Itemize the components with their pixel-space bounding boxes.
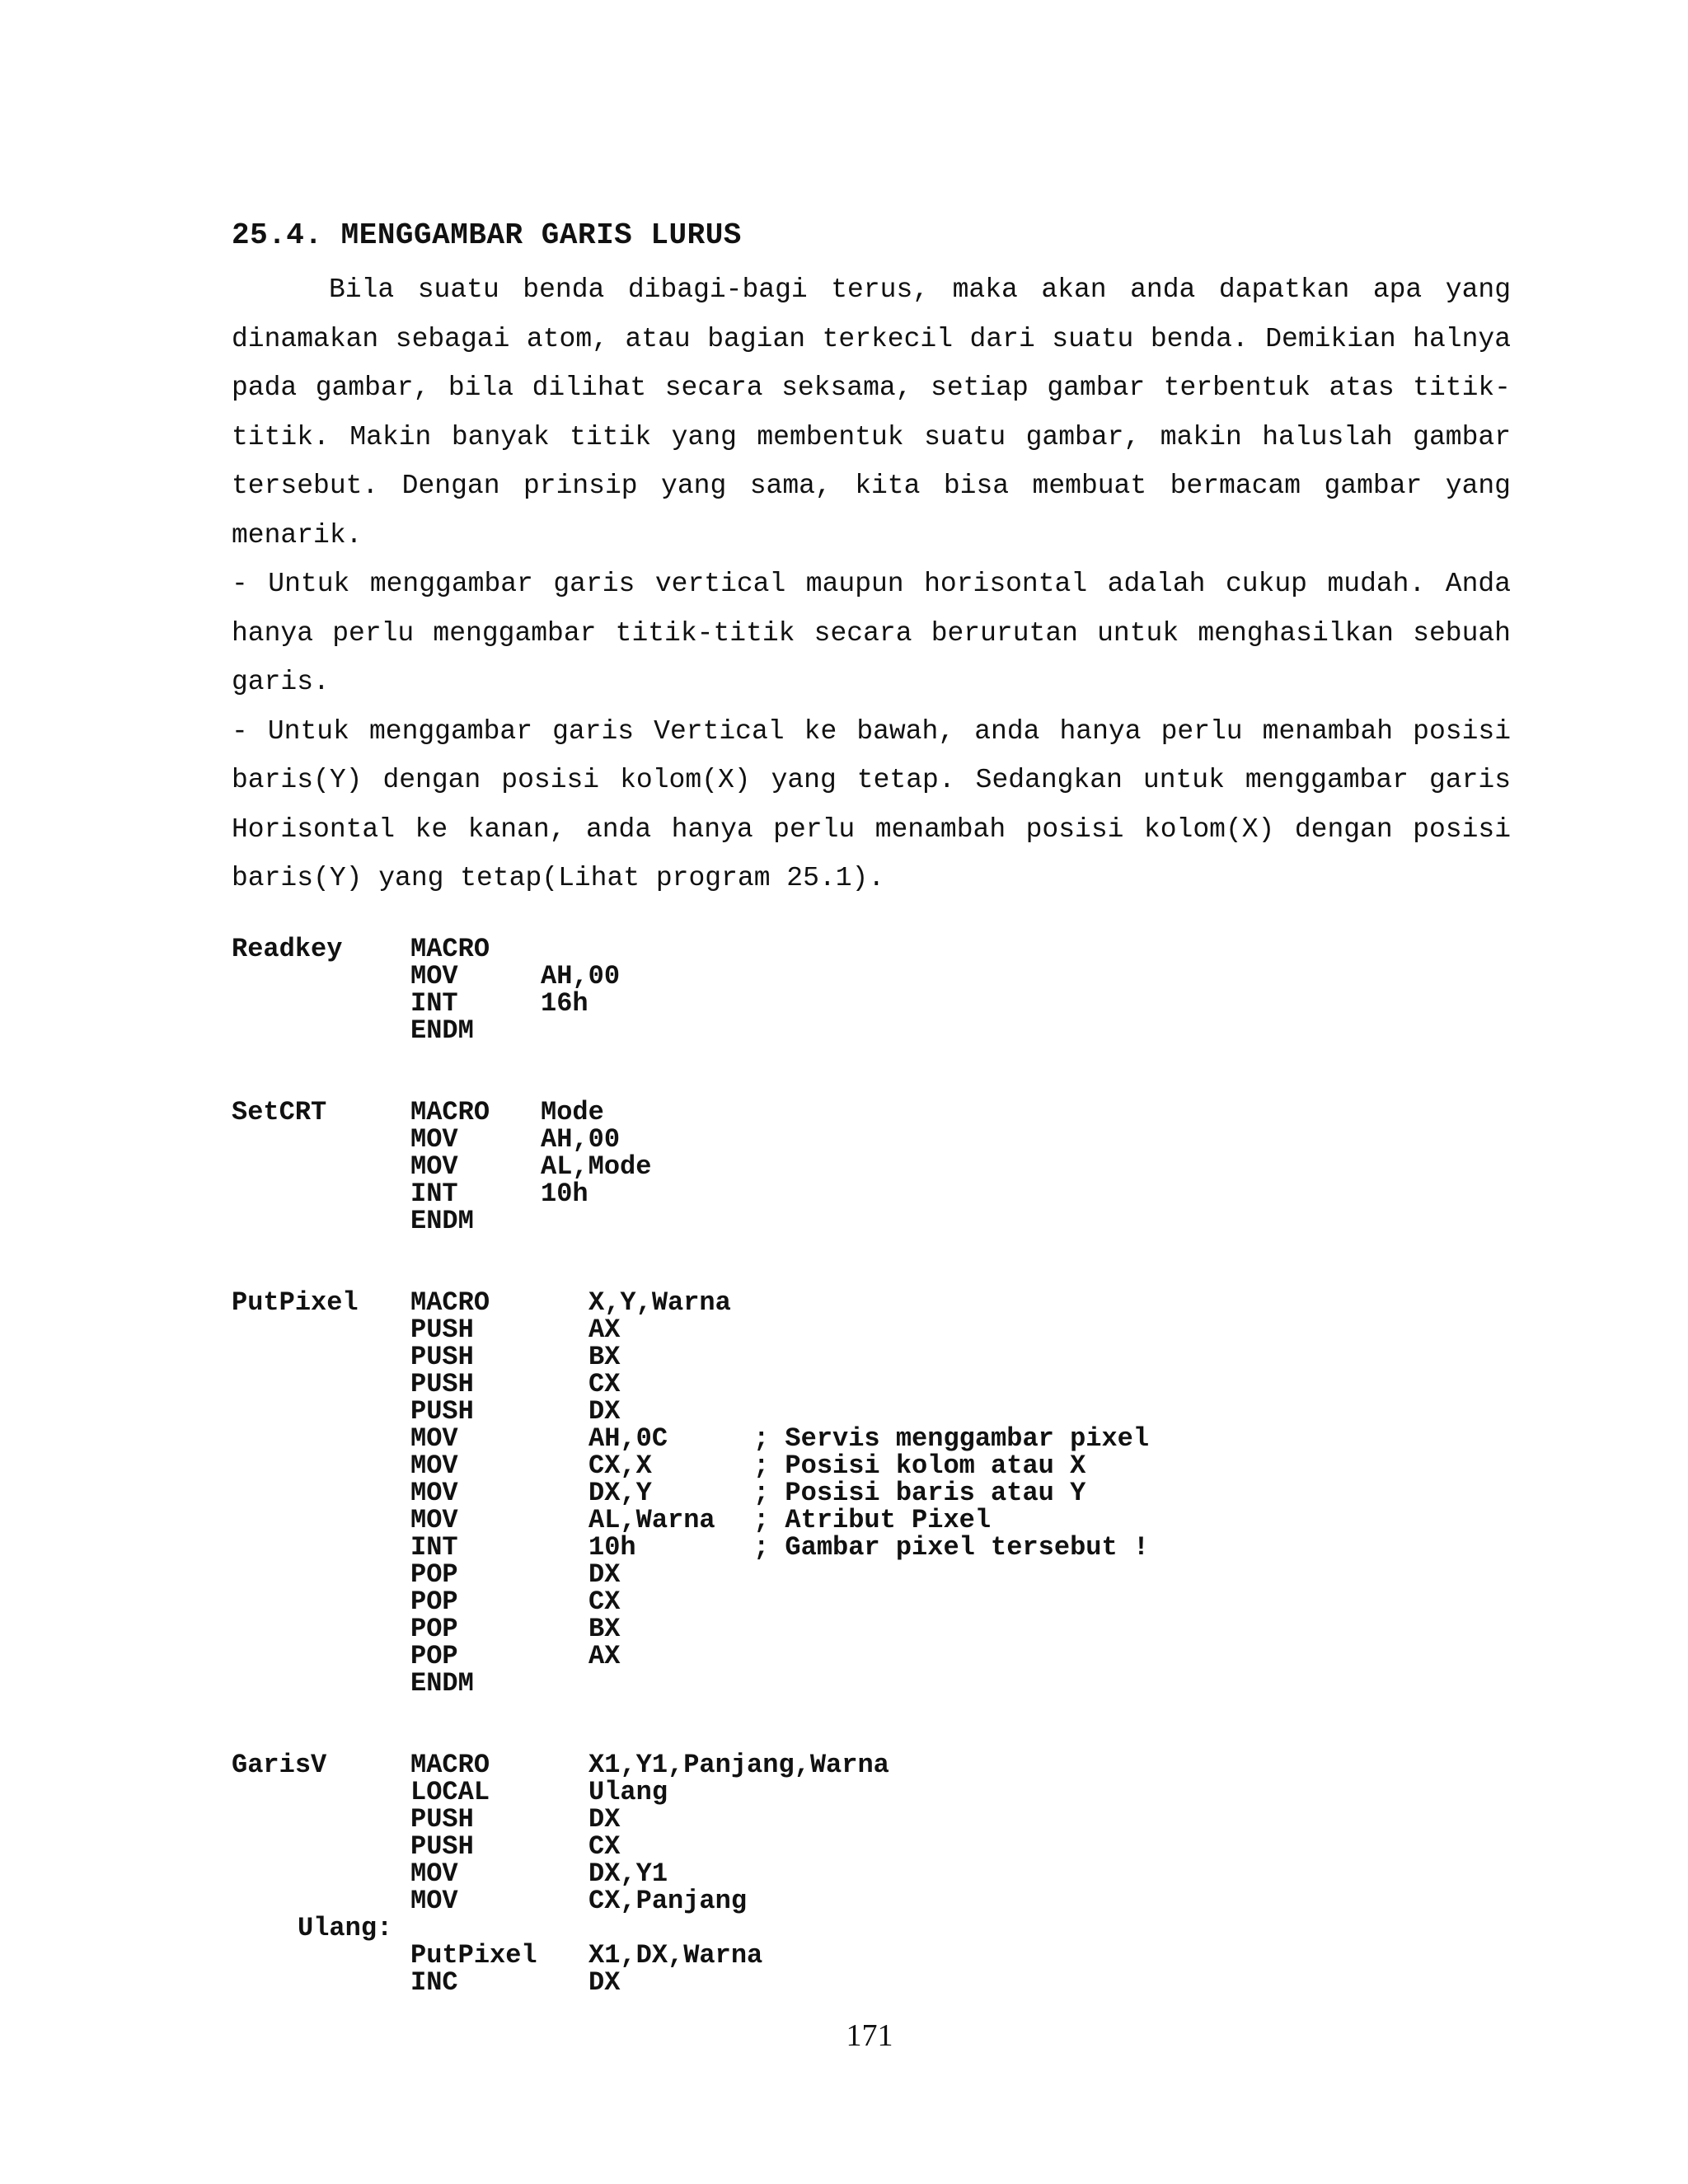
code-mnemonic: MOV <box>410 1423 458 1454</box>
code-comment: ; Atribut Pixel <box>753 1505 992 1535</box>
code-mnemonic: MOV <box>410 1451 458 1481</box>
code-mnemonic: PUSH <box>410 1831 474 1862</box>
code-comment: ; Posisi kolom atau X <box>753 1451 1086 1481</box>
code-label: Readkey <box>232 934 343 964</box>
code-mnemonic: PUSH <box>410 1315 474 1345</box>
code-label: SetCRT <box>232 1097 327 1127</box>
code-mnemonic: MOV <box>410 1151 458 1182</box>
code-mnemonic: POP <box>410 1559 458 1590</box>
code-mnemonic: MACRO <box>410 1287 490 1318</box>
code-mnemonic: MACRO <box>410 1750 490 1780</box>
code-mnemonic: PUSH <box>410 1369 474 1399</box>
code-mnemonic: POP <box>410 1614 458 1644</box>
body-text <box>232 265 1511 903</box>
paragraph-bullet-2: - Untuk menggambar garis Vertical ke bawah, anda hanya perlu menambah posisi baris(Y) dengan posisi kolom(X) yang tetap. Sedangkan untuk menggambar garis Horisontal ke kanan, anda hanya perlu menambah posisi kolom(X) dengan posisi baris(Y) yang tetap(Lihat program 25.1). <box>232 715 1511 893</box>
code-operand: AH,00 <box>541 961 621 991</box>
code-mnemonic: MACRO <box>410 934 490 964</box>
code-operand: Ulang <box>588 1777 668 1807</box>
code-mnemonic: PUSH <box>410 1396 474 1427</box>
code-operand: X,Y,Warna <box>588 1287 731 1318</box>
code-operand: AX <box>588 1641 621 1671</box>
code-operand: Mode <box>541 1097 604 1127</box>
code-mnemonic: ENDM <box>410 1015 474 1046</box>
code-mnemonic: INT <box>410 988 458 1019</box>
code-operand: AH,00 <box>541 1124 621 1155</box>
code-operand: BX <box>588 1342 621 1372</box>
code-label: Ulang: <box>298 1913 393 1943</box>
code-operand: CX,Panjang <box>588 1886 748 1916</box>
paragraph-intro: Bila suatu benda dibagi-bagi terus, maka akan anda dapatkan apa yang dinamakan sebagai atom, atau bagian terkecil dari suatu benda. Demikian halnya pada gambar, bila dilihat secara seksama, setiap gambar terbentuk atas titik-titik. Makin banyak titik yang membentuk suatu gambar, makin haluslah gambar tersebut. Dengan prinsip yang sama, kita bisa membuat bermacam gambar yang menarik. <box>232 274 1511 551</box>
code-mnemonic: MACRO <box>410 1097 490 1127</box>
code-mnemonic: PUSH <box>410 1342 474 1372</box>
code-operand: AX <box>588 1315 621 1345</box>
code-mnemonic: MOV <box>410 1478 458 1508</box>
code-comment: ; Gambar pixel tersebut ! <box>753 1532 1150 1563</box>
code-mnemonic: MOV <box>410 961 458 991</box>
page-number: 171 <box>846 2018 893 2053</box>
code-operand: DX <box>588 1967 621 1998</box>
code-operand: DX <box>588 1804 621 1835</box>
code-operand: 10h <box>588 1532 636 1563</box>
code-operand: DX <box>588 1559 621 1590</box>
code-mnemonic: LOCAL <box>410 1777 490 1807</box>
code-operand: 16h <box>541 988 588 1019</box>
code-operand: X1,DX,Warna <box>588 1940 763 1971</box>
code-mnemonic: ENDM <box>410 1206 474 1236</box>
code-comment: ; Servis menggambar pixel <box>753 1423 1150 1454</box>
code-label: PutPixel <box>232 1287 359 1318</box>
code-mnemonic: MOV <box>410 1858 458 1889</box>
code-mnemonic: MOV <box>410 1505 458 1535</box>
code-label: GarisV <box>232 1750 327 1780</box>
code-operand: AL,Warna <box>588 1505 715 1535</box>
code-operand: CX <box>588 1586 621 1617</box>
code-mnemonic: INT <box>410 1179 458 1209</box>
code-operand: X1,Y1,Panjang,Warna <box>588 1750 889 1780</box>
code-operand: AH,0C <box>588 1423 668 1454</box>
code-mnemonic: POP <box>410 1641 458 1671</box>
code-operand: DX,Y1 <box>588 1858 668 1889</box>
code-operand: DX,Y <box>588 1478 652 1508</box>
code-operand: CX <box>588 1831 621 1862</box>
code-mnemonic: INC <box>410 1967 458 1998</box>
code-operand: BX <box>588 1614 621 1644</box>
code-operand: AL,Mode <box>541 1151 652 1182</box>
code-operand: DX <box>588 1396 621 1427</box>
code-operand: CX <box>588 1369 621 1399</box>
code-operand: 10h <box>541 1179 588 1209</box>
code-mnemonic: PutPixel <box>410 1940 537 1971</box>
code-mnemonic: INT <box>410 1532 458 1563</box>
code-mnemonic: MOV <box>410 1124 458 1155</box>
code-comment: ; Posisi baris atau Y <box>753 1478 1086 1508</box>
code-operand: CX,X <box>588 1451 652 1481</box>
paragraph-bullet-1: - Untuk menggambar garis vertical maupun horisontal adalah cukup mudah. Anda hanya perlu menggambar titik-titik secara berurutan untuk menghasilkan sebuah garis. <box>232 569 1511 697</box>
section-heading: 25.4. MENGGAMBAR GARIS LURUS <box>232 218 742 252</box>
code-mnemonic: PUSH <box>410 1804 474 1835</box>
code-mnemonic: MOV <box>410 1886 458 1916</box>
code-mnemonic: ENDM <box>410 1668 474 1699</box>
code-mnemonic: POP <box>410 1586 458 1617</box>
